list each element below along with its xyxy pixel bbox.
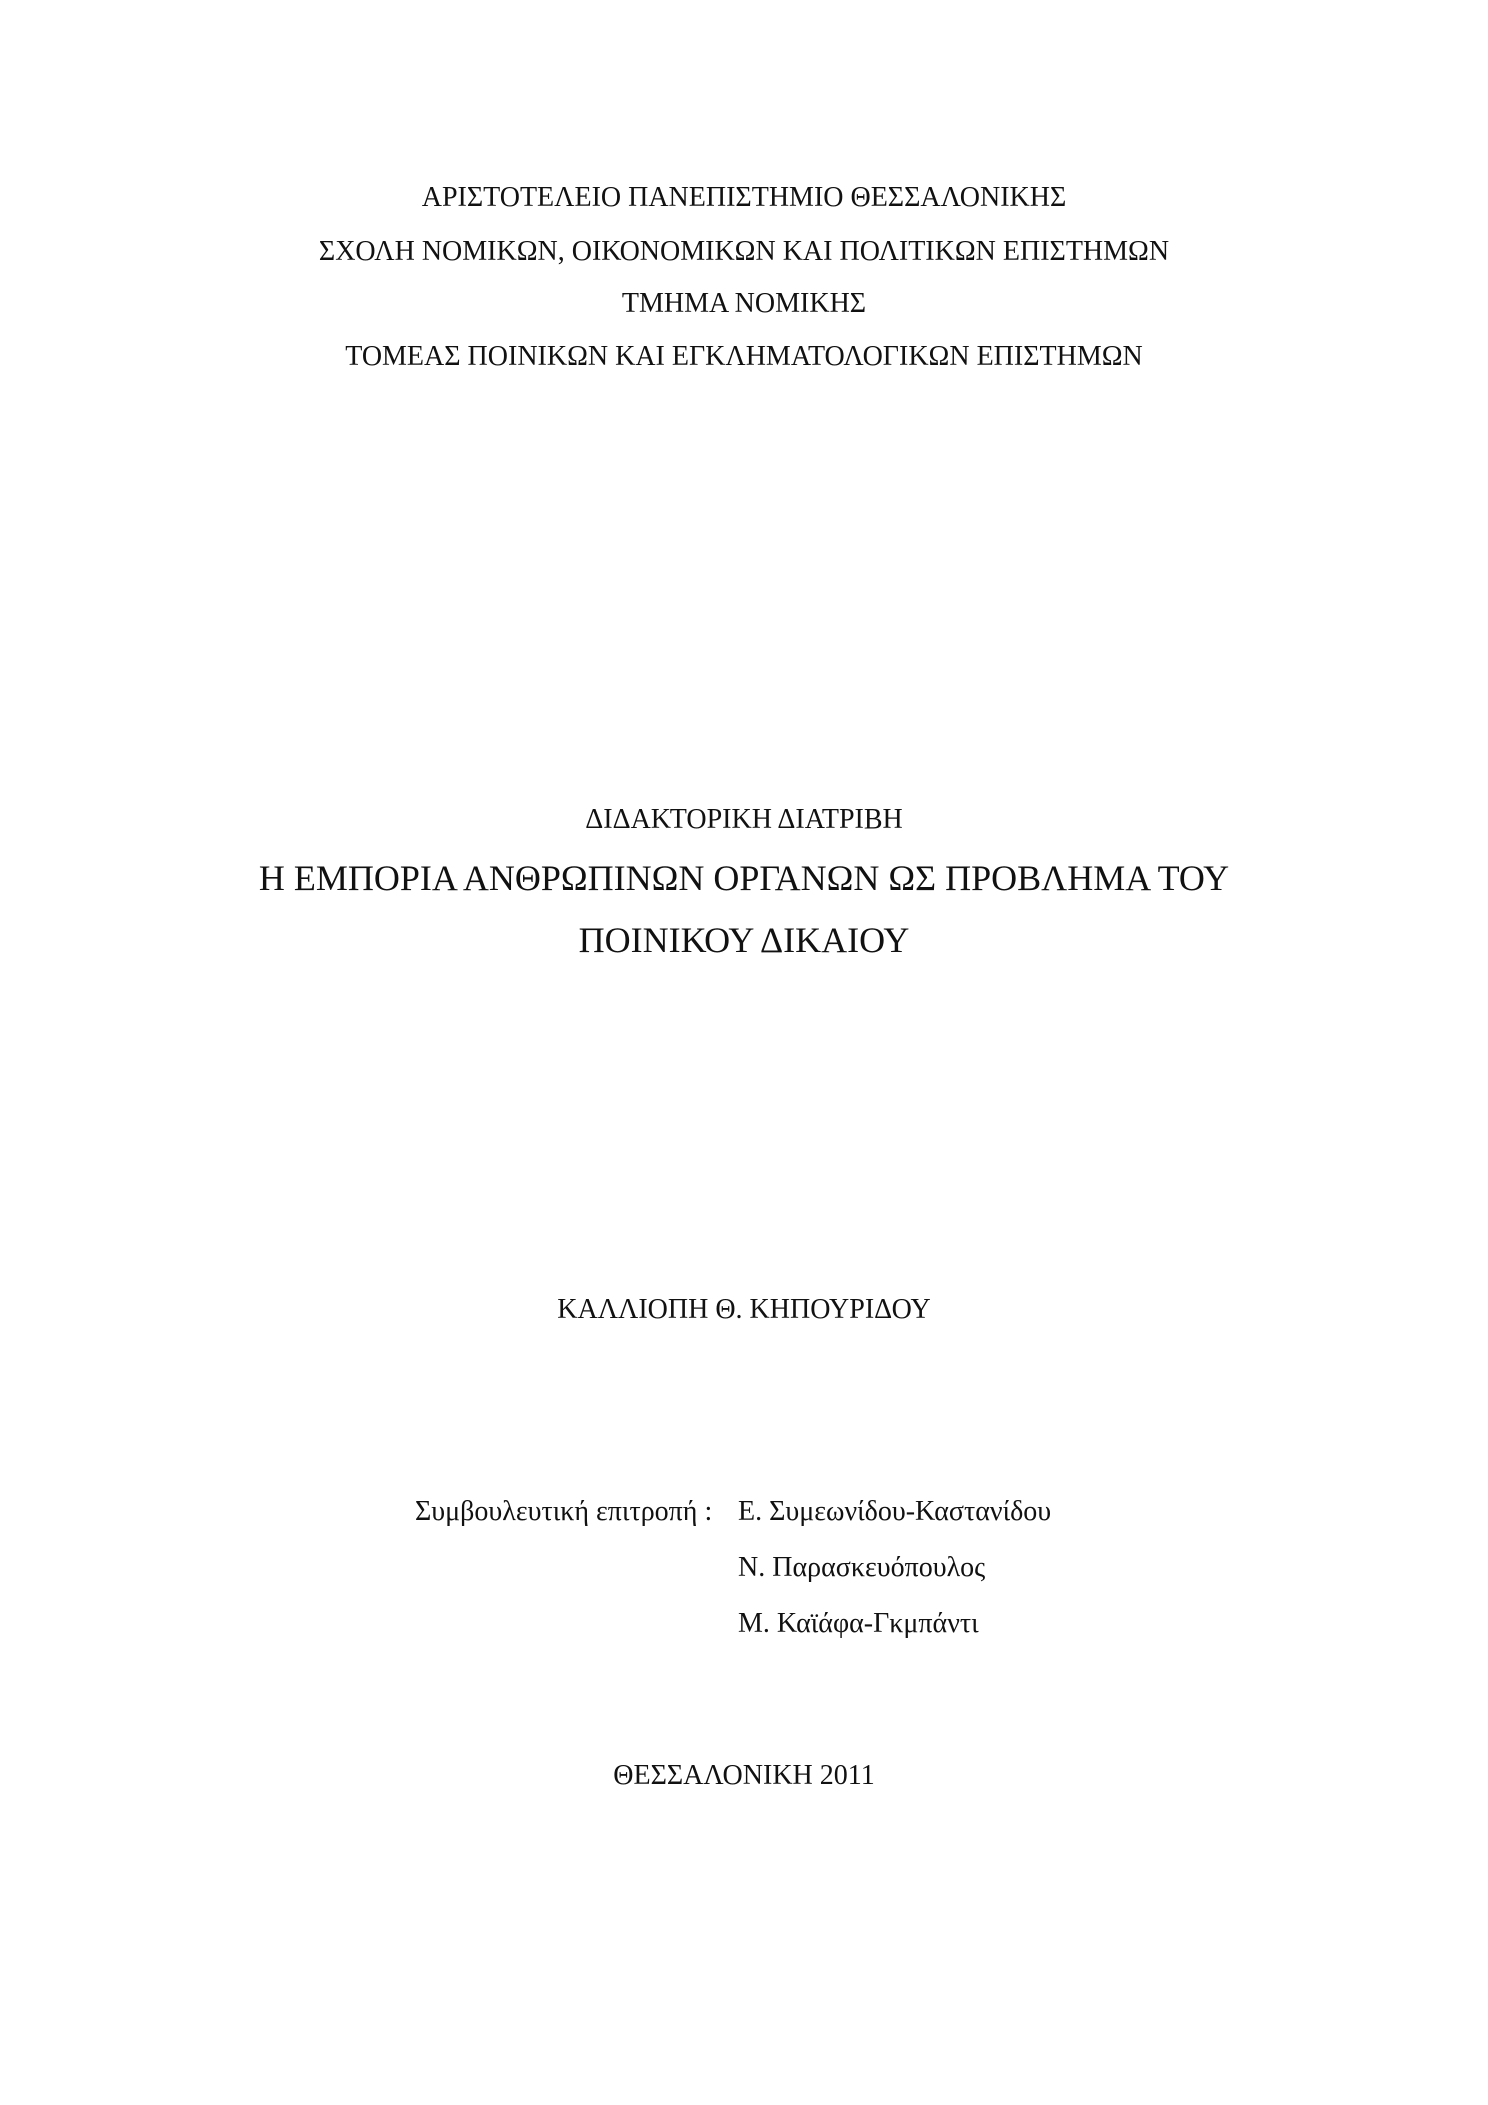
university-name: ΑΡΙΣΤΟΤΕΛΕΙΟ ΠΑΝΕΠΙΣΤΗΜΙΟ ΘΕΣΣΑΛΟΝΙΚΗΣ: [421, 182, 1067, 213]
committee-row: [415, 1554, 1051, 1610]
thesis-title-line-1: Η ΕΜΠΟΡΙΑ ΑΝΘΡΩΠΙΝΩΝ ΟΡΓΑΝΩΝ ΩΣ ΠΡΟΒΛΗΜΑ ΤΟΥ: [258, 858, 1230, 898]
committee-row: [415, 1498, 1051, 1554]
committee-row: [415, 1610, 1051, 1666]
advisory-committee: [415, 1498, 1051, 1666]
thesis-type: ΔΙΔΑΚΤΟΡΙΚΗ ΔΙΑΤΡΙΒΗ: [585, 804, 903, 835]
committee-member: Ε. Συμεωνίδου-Καστανίδου: [738, 1496, 1052, 1527]
committee-member: Μ. Καϊάφα-Γκμπάντι: [738, 1608, 979, 1639]
committee-member: Ν. Παρασκευόπουλος: [738, 1552, 986, 1583]
place-and-year: ΘΕΣΣΑΛΟΝΙΚΗ 2011: [613, 1760, 875, 1791]
author-name: ΚΑΛΛΙΟΠΗ Θ. ΚΗΠΟΥΡΙΔΟΥ: [557, 1294, 931, 1325]
department-name: ΤΜΗΜΑ ΝΟΜΙΚΗΣ: [621, 288, 867, 319]
committee-label: Συμβουλευτική επιτροπή :: [415, 1496, 713, 1527]
thesis-title-line-2: ΠΟΙΝΙΚΟΥ ΔΙΚΑΙΟΥ: [578, 920, 910, 960]
school-name: ΣΧΟΛΗ ΝΟΜΙΚΩΝ, ΟΙΚΟΝΟΜΙΚΩΝ ΚΑΙ ΠΟΛΙΤΙΚΩΝ ΕΠΙΣΤΗΜΩΝ: [318, 236, 1170, 267]
sector-name: ΤΟΜΕΑΣ ΠΟΙΝΙΚΩΝ ΚΑΙ ΕΓΚΛΗΜΑΤΟΛΟΓΙΚΩΝ ΕΠΙΣΤΗΜΩΝ: [345, 341, 1143, 372]
